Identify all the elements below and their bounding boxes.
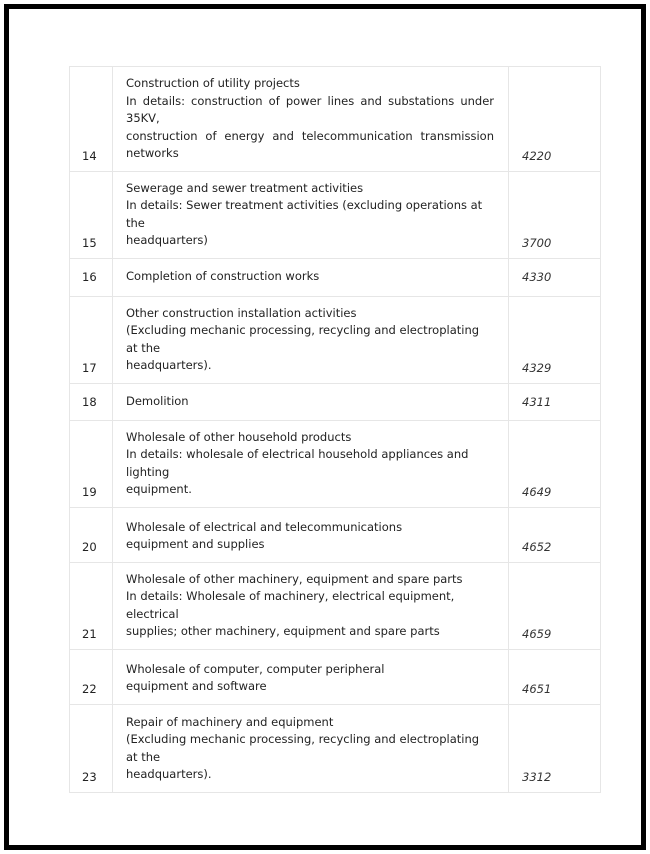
business-description: [113, 507, 509, 562]
description-line: Wholesale of other machinery, equipment and spare parts: [126, 571, 463, 586]
description-line: equipment.: [126, 482, 192, 496]
industry-code: 4330: [509, 258, 601, 296]
table-row: [70, 171, 601, 258]
table-row: [70, 704, 601, 792]
business-description: [113, 562, 509, 649]
table-row: [70, 258, 601, 296]
description-line: equipment and supplies: [126, 537, 265, 551]
table-row: [70, 649, 601, 704]
description-line: Demolition: [126, 393, 189, 408]
description-line: headquarters): [126, 233, 208, 247]
description-line: In details: Wholesale of machinery, electrical equipment, electrical: [126, 589, 455, 621]
industry-code: 4659: [509, 562, 601, 649]
business-description: [113, 67, 509, 172]
business-description: [113, 258, 509, 296]
description-line: supplies; other machinery, equipment and spare parts: [126, 624, 440, 638]
description-line: In details: construction of power lines and substations under 35KV,: [126, 93, 494, 125]
description-line: construction of energy and telecommunication transmission: [126, 128, 494, 143]
page-frame: [4, 4, 646, 850]
table-row: [70, 67, 601, 172]
table-body: [70, 67, 601, 793]
table-row: [70, 420, 601, 507]
table-row: [70, 383, 601, 420]
description-line: Sewerage and sewer treatment activities: [126, 180, 364, 195]
industry-code: 4651: [509, 649, 601, 704]
table-row: [70, 296, 601, 383]
row-number: 20: [70, 507, 113, 562]
industry-code: 4652: [509, 507, 601, 562]
industry-code: 3312: [509, 704, 601, 792]
description-line: equipment and software: [126, 679, 267, 693]
row-number: 15: [70, 171, 113, 258]
description-line: Other construction installation activities: [126, 305, 357, 320]
table-row: [70, 507, 601, 562]
row-number: 14: [70, 67, 113, 172]
row-number: 23: [70, 704, 113, 792]
description-line: headquarters).: [126, 767, 212, 781]
description-line: headquarters).: [126, 358, 212, 372]
description-line: Completion of construction works: [126, 269, 320, 284]
business-description: [113, 649, 509, 704]
description-line: Wholesale of other household products: [126, 429, 352, 444]
row-number: 16: [70, 258, 113, 296]
row-number: 18: [70, 383, 113, 420]
industry-code: 4649: [509, 420, 601, 507]
business-description: [113, 704, 509, 792]
industry-code: 3700: [509, 171, 601, 258]
description-line: Wholesale of computer, computer peripheral: [126, 661, 385, 676]
description-line: networks: [126, 146, 179, 160]
row-number: 17: [70, 296, 113, 383]
description-line: (Excluding mechanic processing, recycling and electroplating at the: [126, 323, 480, 355]
business-description: [113, 296, 509, 383]
description-line: (Excluding mechanic processing, recycling and electroplating at the: [126, 732, 480, 764]
description-line: In details: Sewer treatment activities (excluding operations at the: [126, 198, 483, 230]
description-line: Construction of utility projects: [126, 76, 300, 90]
business-description: [113, 420, 509, 507]
business-lines-table: [69, 66, 601, 793]
industry-code: 4311: [509, 383, 601, 420]
row-number: 19: [70, 420, 113, 507]
row-number: 21: [70, 562, 113, 649]
industry-code: 4329: [509, 296, 601, 383]
industry-code: 4220: [509, 67, 601, 172]
business-description: [113, 171, 509, 258]
description-line: In details: wholesale of electrical household appliances and lighting: [126, 447, 469, 479]
business-description: [113, 383, 509, 420]
description-line: Wholesale of electrical and telecommunications: [126, 519, 403, 534]
row-number: 22: [70, 649, 113, 704]
table-row: [70, 562, 601, 649]
description-line: Repair of machinery and equipment: [126, 714, 334, 729]
